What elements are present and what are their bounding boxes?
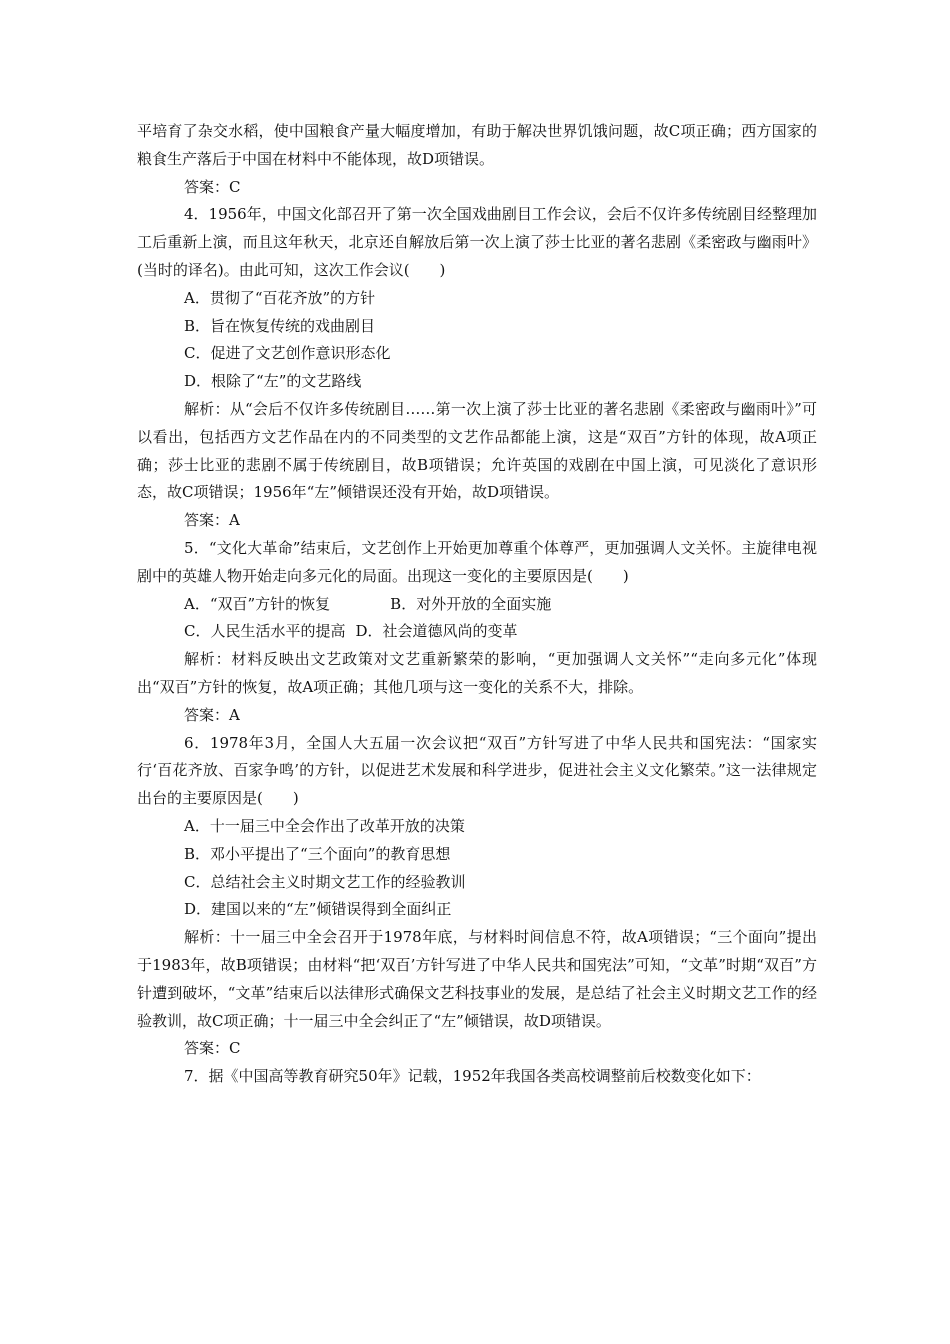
question-4-option-b: B．旨在恢复传统的戏曲剧目	[184, 316, 376, 335]
question-7-stem: 7．据《中国高等教育研究50年》记载，1952年我国各类高校调整前后校数变化如下：	[184, 1067, 761, 1086]
question-5-options-row-2	[137, 618, 817, 646]
question-4-stem: 4．1956年，中国文化部召开了第一次全国戏曲剧目工作会议，会后不仅许多传统剧目经整理加工后重新上演，而且这年秋天，北京还自解放后第一次上演了莎士比亚的著名悲剧《柔密政与幽雨叶》(当时的译名)。由此可知，这次工作会议( )	[137, 205, 817, 279]
question-5-analysis: 解析：材料反映出文艺政策对文艺重新繁荣的影响，“更加强调人文关怀”“走向多元化”体现出“双百”方针的恢复，故A项正确；其他几项与这一变化的关系不大，排除。	[137, 650, 817, 696]
question-5-option-c: C．人民生活水平的提高	[184, 622, 346, 641]
question-6-option-a: A．十一届三中全会作出了改革开放的决策	[184, 816, 465, 835]
question-5-options-row-1	[137, 591, 817, 619]
question-5-option-d: D．社会道德风尚的变革	[355, 622, 518, 641]
question-5-stem: 5．“文化大革命”结束后，文艺创作上开始更加尊重个体尊严，更加强调人文关怀。主旋律电视剧中的英雄人物开始走向多元化的局面。出现这一变化的主要原因是( )	[137, 538, 817, 585]
question-6-option-c: C．总结社会主义时期文艺工作的经验教训	[184, 872, 466, 891]
question-4-option-c: C．促进了文艺创作意识形态化	[184, 344, 391, 363]
question-4-option-d: D．根除了“左”的文艺路线	[184, 372, 362, 391]
answer-q4: 答案：A	[184, 511, 240, 530]
answer-q3: 答案：C	[184, 177, 241, 196]
question-6-option-d: D．建国以来的“左”倾错误得到全面纠正	[184, 900, 452, 919]
question-5-option-a: A．“双百”方针的恢复	[184, 594, 331, 613]
question-4-analysis: 解析：从“会后不仅许多传统剧目……第一次上演了莎士比亚的著名悲剧《柔密政与幽雨叶》”可以看出，包括西方文艺作品在内的不同类型的文艺作品都能上演，这是“双百”方针的体现，故A项正确；莎士比亚的悲剧不属于传统剧目，故B项错误；允许英国的戏剧在中国上演，可见淡化了意识形态，故C项错误；1956年“左”倾错误还没有开始，故D项错误。	[137, 399, 817, 502]
question-6-option-b: B．邓小平提出了“三个面向”的教育思想	[184, 844, 451, 863]
answer-q6: 答案：C	[184, 1039, 241, 1058]
question-5-option-b: B．对外开放的全面实施	[390, 594, 552, 613]
answer-q5: 答案：A	[184, 705, 240, 724]
continued-analysis: 平培育了杂交水稻，使中国粮食产量大幅度增加，有助于解决世界饥饿问题，故C项正确；西方国家的粮食生产落后于中国在材料中不能体现，故D项错误。	[137, 122, 817, 168]
question-6-stem: 6．1978年3月，全国人大五届一次会议把“双百”方针写进了中华人民共和国宪法：“国家实行‘百花齐放、百家争鸣’的方针，以促进艺术发展和科学进步，促进社会主义文化繁荣。”这一法律规定出台的主要原因是( )	[137, 733, 817, 808]
document-page	[137, 118, 817, 1091]
question-4-option-a: A．贯彻了“百花齐放”的方针	[184, 288, 376, 307]
question-6-analysis: 解析：十一届三中全会召开于1978年底，与材料时间信息不符，故A项错误；“三个面向”提出于1983年，故B项错误；由材料“把‘双百’方针写进了中华人民共和国宪法”可知，“文革”时期“双百”方针遭到破坏，“文革”结束后以法律形式确保文艺科技事业的发展，是总结了社会主义时期文艺工作的经验教训，故C项正确；十一届三中全会纠正了“左”倾错误，故D项错误。	[137, 928, 817, 1030]
